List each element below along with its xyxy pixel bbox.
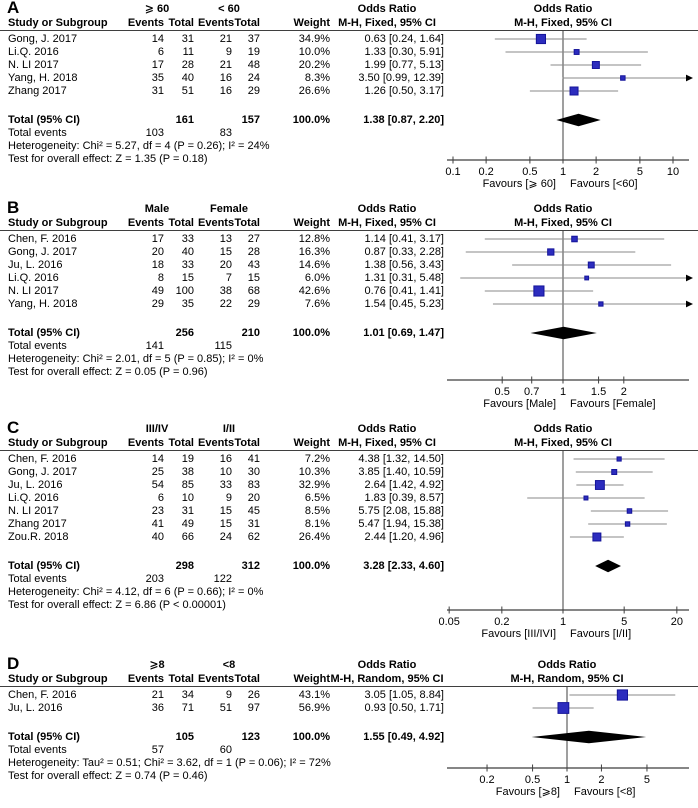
study-column-header: Study or Subgroup: [8, 673, 108, 685]
or-ci-text: 1.54 [0.45, 5.23]: [364, 298, 444, 310]
weight-column-header: Weight: [293, 437, 330, 449]
study-name: Li.Q. 2016: [8, 272, 59, 284]
axis-tick-label: 0.2: [478, 166, 494, 178]
group2-header: <8: [222, 659, 236, 671]
events-group2: 16: [219, 453, 232, 465]
axis-tick-label: 1: [559, 616, 567, 628]
events-group2: 10: [219, 466, 232, 478]
method-column-header: M-H, Fixed, 95% CI: [338, 17, 436, 29]
axis-tick-label: 0.5: [494, 386, 510, 398]
panel-b: [0, 200, 698, 420]
weight-value: 16.3%: [298, 246, 330, 258]
study-name: Ju, L. 2016: [8, 479, 63, 491]
right-arrow-icon: [686, 301, 693, 308]
total-group2: 62: [247, 531, 260, 543]
or-ci-text: 3.50 [0.99, 12.39]: [358, 72, 444, 84]
events-group2: 21: [219, 33, 232, 45]
total-group1: 28: [181, 59, 194, 71]
total-group1: 33: [181, 233, 194, 245]
total-events-group1: 141: [145, 340, 164, 352]
events-group2: 38: [219, 285, 232, 297]
group1-header: ⩾8: [149, 659, 165, 671]
effect-square: [625, 522, 629, 526]
events-group1: 31: [151, 85, 164, 97]
weight-value: 6.0%: [304, 272, 330, 284]
or-ci-text: 0.87 [0.33, 2.28]: [364, 246, 444, 258]
total-group2: 26: [247, 689, 260, 701]
panel-label: D: [7, 654, 20, 673]
pooled-diamond: [595, 560, 621, 572]
or-column-title: Odds Ratio: [357, 203, 417, 215]
total1-column-header: Total: [168, 673, 194, 685]
total-group1: 51: [181, 85, 194, 97]
or-ci-text: 5.47 [1.94, 15.38]: [358, 518, 444, 530]
total-weight: 100.0%: [292, 731, 330, 743]
heterogeneity-text: Heterogeneity: Chi² = 5.27, df = 4 (P = 0.26); I² = 24%: [8, 140, 270, 152]
or-ci-text: 1.38 [0.56, 3.43]: [364, 259, 444, 271]
total-group2-n: 210: [241, 327, 260, 339]
panel-label: B: [7, 198, 20, 217]
effect-square: [584, 496, 588, 500]
study-name: Zou.R. 2018: [8, 531, 69, 543]
total-ci-text: 1.55 [0.49, 4.92]: [363, 731, 444, 743]
total-ci-text: 1.01 [0.69, 1.47]: [363, 327, 444, 339]
study-name: N. LI 2017: [8, 505, 59, 517]
study-name: Zhang 2017: [8, 518, 67, 530]
total-group2: 97: [247, 702, 260, 714]
events-group1: 6: [157, 492, 164, 504]
or-ci-text: 0.93 [0.50, 1.71]: [364, 702, 444, 714]
total-weight: 100.0%: [292, 560, 330, 572]
weight-value: 10.3%: [298, 466, 330, 478]
axis-tick-label: 20: [670, 616, 683, 628]
group1-header: Male: [144, 203, 170, 215]
total-group2: 37: [247, 33, 260, 45]
panel-c: [0, 420, 698, 650]
axis-tick-label: 5: [636, 166, 643, 178]
total-events-group2: 83: [219, 127, 232, 139]
weight-value: 8.1%: [304, 518, 330, 530]
total-group2: 19: [247, 46, 260, 58]
effect-square: [536, 34, 545, 43]
total-group1-n: 298: [175, 560, 194, 572]
events-group2: 21: [219, 59, 232, 71]
effect-square: [534, 286, 544, 296]
total-group1: 11: [182, 46, 194, 58]
forest-plot: [446, 200, 698, 420]
forest-plot: [446, 656, 698, 808]
overall-effect-text: Test for overall effect: Z = 6.86 (P < 0.00001): [8, 599, 226, 611]
weight-value: 42.6%: [298, 285, 330, 297]
events-group2: 16: [219, 85, 232, 97]
weight-column-header: Weight: [293, 17, 330, 29]
favours-left-label: Favours [⩾8]: [495, 786, 560, 798]
method-column-header: M-H, Fixed, 95% CI: [338, 437, 436, 449]
effect-square: [621, 76, 625, 80]
total-label: Total (95% CI): [8, 114, 80, 126]
total-group2: 24: [247, 72, 260, 84]
or-column-title: Odds Ratio: [357, 3, 417, 15]
axis-tick-label: 0.1: [445, 166, 461, 178]
or-column-title: Odds Ratio: [357, 423, 417, 435]
events-group1: 41: [151, 518, 164, 530]
total-ci-text: 3.28 [2.33, 4.60]: [363, 560, 444, 572]
total-events-group2: 122: [213, 573, 232, 585]
events-group2: 9: [225, 689, 232, 701]
or-ci-text: 0.76 [0.41, 1.41]: [364, 285, 444, 297]
total-group1-n: 105: [175, 731, 194, 743]
favours-left-label: Favours [⩾ 60]: [482, 178, 556, 190]
events2-column-header: Events: [198, 217, 235, 229]
total-events-group2: 115: [214, 340, 232, 352]
axis-tick-label: 2: [598, 774, 605, 786]
total-label: Total (95% CI): [8, 731, 80, 743]
events1-column-header: Events: [127, 17, 164, 29]
plot-odds-ratio-title: Odds Ratio: [537, 659, 597, 671]
total-group1: 38: [181, 466, 194, 478]
study-column-header: Study or Subgroup: [8, 437, 108, 449]
events-group1: 54: [151, 479, 164, 491]
axis-tick-label: 0.2: [479, 774, 495, 786]
effect-square: [612, 470, 617, 475]
total-group2: 43: [247, 259, 260, 271]
or-ci-text: 1.14 [0.41, 3.17]: [364, 233, 444, 245]
study-name: N. LI 2017: [8, 285, 59, 297]
total1-column-header: Total: [168, 17, 194, 29]
total-group1: 66: [181, 531, 194, 543]
events-group1: 49: [151, 285, 164, 297]
effect-square: [627, 509, 632, 514]
total-group1: 10: [181, 492, 194, 504]
total-events-label: Total events: [8, 573, 67, 585]
axis-tick-label: 10: [666, 166, 680, 178]
events-group1: 14: [151, 33, 164, 45]
total-group1-n: 161: [175, 114, 194, 126]
total-group2: 29: [247, 298, 260, 310]
events-group1: 40: [151, 531, 164, 543]
panel-a: [0, 0, 698, 200]
effect-square: [572, 236, 578, 242]
effect-square: [617, 457, 621, 461]
events-group2: 15: [219, 518, 232, 530]
total-group2-n: 123: [241, 731, 260, 743]
total-weight: 100.0%: [292, 114, 330, 126]
weight-value: 26.6%: [298, 85, 330, 97]
total1-column-header: Total: [168, 217, 194, 229]
events-group1: 6: [157, 46, 164, 58]
total2-column-header: Total: [234, 437, 260, 449]
weight-value: 8.3%: [304, 72, 330, 84]
study-name: Li.Q. 2016: [8, 492, 59, 504]
or-ci-text: 2.64 [1.42, 4.92]: [364, 479, 444, 491]
total-group2: 31: [247, 518, 260, 530]
plot-odds-ratio-title: Odds Ratio: [533, 203, 593, 215]
overall-effect-text: Test for overall effect: Z = 0.05 (P = 0.96): [8, 366, 208, 378]
total1-column-header: Total: [168, 437, 194, 449]
favours-left-label: Favours [III/IVI]: [481, 628, 556, 640]
events-group1: 29: [151, 298, 164, 310]
total-events-group1: 203: [145, 573, 164, 585]
events-group2: 51: [219, 702, 232, 714]
total2-column-header: Total: [234, 673, 260, 685]
total-events-group1: 103: [145, 127, 164, 139]
study-name: Gong, J. 2017: [8, 33, 78, 45]
weight-value: 26.4%: [298, 531, 330, 543]
axis-tick-label: 0.05: [438, 616, 460, 628]
effect-square: [599, 302, 603, 306]
axis-tick-label: 0.2: [494, 616, 510, 628]
favours-right-label: Favours [Female]: [570, 398, 656, 410]
total-events-label: Total events: [8, 127, 67, 139]
total-events-group2: 60: [219, 744, 232, 756]
axis-tick-label: 1: [559, 386, 567, 398]
total-group2-n: 312: [241, 560, 260, 572]
total-ci-text: 1.38 [0.87, 2.20]: [363, 114, 444, 126]
or-ci-text: 3.85 [1.40, 10.59]: [358, 466, 444, 478]
events-group1: 21: [151, 689, 164, 701]
total-label: Total (95% CI): [8, 560, 80, 572]
plot-method-header: M-H, Fixed, 95% CI: [514, 217, 612, 229]
total-group1: 100: [175, 285, 194, 297]
overall-effect-text: Test for overall effect: Z = 1.35 (P = 0.18): [8, 153, 208, 165]
study-name: Chen, F. 2016: [8, 233, 77, 245]
weight-value: 12.8%: [298, 233, 330, 245]
events-group2: 33: [219, 479, 232, 491]
weight-value: 43.1%: [298, 689, 330, 701]
events-group1: 25: [151, 466, 164, 478]
events-group1: 35: [151, 72, 164, 84]
axis-tick-label: 1.5: [590, 386, 607, 398]
axis-tick-label: 1: [559, 166, 567, 178]
weight-column-header: Weight: [293, 217, 330, 229]
total-group1: 85: [181, 479, 194, 491]
plot-method-header: M-H, Fixed, 95% CI: [514, 437, 612, 449]
total-label: Total (95% CI): [8, 327, 80, 339]
total2-column-header: Total: [234, 217, 260, 229]
right-arrow-icon: [686, 75, 693, 82]
study-name: Ju, L. 2016: [8, 702, 63, 714]
or-ci-text: 1.26 [0.50, 3.17]: [364, 85, 444, 97]
total-group2: 48: [247, 59, 260, 71]
study-name: Gong, J. 2017: [8, 246, 78, 258]
events1-column-header: Events: [127, 217, 164, 229]
weight-column-header: Weight: [293, 673, 330, 685]
events-group1: 17: [151, 59, 164, 71]
effect-square: [574, 50, 579, 55]
events-group2: 15: [219, 246, 232, 258]
weight-value: 7.6%: [304, 298, 330, 310]
axis-tick-label: 2: [620, 386, 627, 398]
study-name: Zhang 2017: [8, 85, 67, 97]
total2-column-header: Total: [234, 17, 260, 29]
or-ci-text: 1.33 [0.30, 5.91]: [364, 46, 444, 58]
heterogeneity-text: Heterogeneity: Tau² = 0.51; Chi² = 3.62, df = 1 (P = 0.06); I² = 72%: [8, 757, 331, 769]
total-group1: 40: [181, 72, 194, 84]
total-group2: 29: [247, 85, 260, 97]
effect-square: [585, 276, 589, 280]
weight-value: 32.9%: [298, 479, 330, 491]
or-ci-text: 3.05 [1.05, 8.84]: [364, 689, 444, 701]
forest-plot: [446, 0, 698, 200]
pooled-diamond: [532, 731, 647, 743]
total-group1: 31: [181, 33, 194, 45]
total-group1: 31: [181, 505, 194, 517]
forest-plot: [438, 420, 698, 650]
total-events-group1: 57: [151, 744, 164, 756]
group1-header: III/IV: [145, 423, 169, 435]
effect-square: [570, 87, 578, 95]
effect-square: [595, 481, 604, 490]
events-group1: 18: [151, 259, 164, 271]
total-events-label: Total events: [8, 340, 67, 352]
plot-odds-ratio-title: Odds Ratio: [533, 3, 593, 15]
or-ci-text: 1.31 [0.31, 5.48]: [364, 272, 444, 284]
axis-tick-label: 0.5: [522, 166, 538, 178]
group1-header: ⩾ 60: [144, 3, 170, 15]
group2-header: Female: [210, 203, 248, 215]
or-ci-text: 4.38 [1.32, 14.50]: [358, 453, 444, 465]
heterogeneity-text: Heterogeneity: Chi² = 2.01, df = 5 (P = 0.85); I² = 0%: [8, 353, 264, 365]
total-weight: 100.0%: [292, 327, 330, 339]
effect-square: [592, 62, 599, 69]
events2-column-header: Events: [198, 437, 235, 449]
favours-left-label: Favours [Male]: [483, 398, 556, 410]
total-group1: 33: [181, 259, 194, 271]
weight-value: 34.9%: [298, 33, 330, 45]
events-group1: 36: [151, 702, 164, 714]
favours-right-label: Favours [<8]: [574, 786, 636, 798]
or-ci-text: 5.75 [2.08, 15.88]: [358, 505, 444, 517]
study-column-header: Study or Subgroup: [8, 217, 108, 229]
weight-value: 7.2%: [304, 453, 330, 465]
total-group1: 49: [181, 518, 194, 530]
study-name: Chen, F. 2016: [8, 453, 77, 465]
or-ci-text: 1.99 [0.77, 5.13]: [364, 59, 444, 71]
total-group1: 40: [181, 246, 194, 258]
study-name: Yang, H. 2018: [8, 298, 78, 310]
plot-method-header: M-H, Fixed, 95% CI: [514, 17, 612, 29]
plot-odds-ratio-title: Odds Ratio: [533, 423, 593, 435]
axis-tick-label: 5: [643, 774, 651, 786]
group2-header: I/II: [222, 423, 236, 435]
total-group2-n: 157: [241, 114, 260, 126]
or-column-title: Odds Ratio: [357, 659, 417, 671]
overall-effect-text: Test for overall effect: Z = 0.74 (P = 0.46): [8, 770, 208, 782]
events-group1: 23: [151, 505, 164, 517]
events-group2: 16: [219, 72, 232, 84]
events-group2: 13: [219, 233, 232, 245]
plot-method-header: M-H, Random, 95% CI: [510, 673, 624, 685]
or-ci-text: 0.63 [0.24, 1.64]: [364, 33, 444, 45]
weight-value: 20.2%: [298, 59, 330, 71]
study-column-header: Study or Subgroup: [8, 17, 108, 29]
total-group2: 20: [247, 492, 260, 504]
pooled-diamond: [530, 327, 596, 339]
group2-header: < 60: [218, 3, 240, 15]
panel-d: [0, 656, 698, 808]
total-group2: 41: [247, 453, 260, 465]
weight-value: 10.0%: [298, 46, 330, 58]
total-group1: 15: [181, 272, 194, 284]
events-group2: 20: [219, 259, 232, 271]
study-name: N. LI 2017: [8, 59, 59, 71]
total-group1: 35: [181, 298, 194, 310]
events2-column-header: Events: [198, 17, 235, 29]
effect-square: [588, 262, 594, 268]
events-group2: 22: [219, 298, 232, 310]
or-ci-text: 2.44 [1.20, 4.96]: [364, 531, 444, 543]
study-name: Gong, J. 2017: [8, 466, 78, 478]
effect-square: [558, 703, 569, 714]
total-group2: 28: [247, 246, 260, 258]
method-column-header: M-H, Fixed, 95% CI: [338, 217, 436, 229]
events1-column-header: Events: [127, 673, 164, 685]
total-group2: 27: [247, 233, 260, 245]
total-group2: 83: [247, 479, 260, 491]
axis-tick-label: 2: [593, 166, 600, 178]
heterogeneity-text: Heterogeneity: Chi² = 4.12, df = 6 (P = 0.66); I² = 0%: [8, 586, 264, 598]
total-group1-n: 256: [175, 327, 194, 339]
method-column-header: M-H, Random, 95% CI: [330, 673, 444, 685]
axis-tick-label: 1: [563, 774, 571, 786]
effect-square: [548, 249, 554, 255]
total-events-label: Total events: [8, 744, 67, 756]
total-group1: 34: [181, 689, 194, 701]
or-ci-text: 1.83 [0.39, 8.57]: [364, 492, 444, 504]
events-group1: 20: [151, 246, 164, 258]
favours-right-label: Favours [<60]: [570, 178, 638, 190]
events-group2: 9: [225, 46, 232, 58]
events-group2: 24: [219, 531, 232, 543]
events1-column-header: Events: [127, 437, 164, 449]
study-name: Li.Q. 2016: [8, 46, 59, 58]
total-group1: 19: [181, 453, 194, 465]
total-group2: 68: [247, 285, 260, 297]
events-group1: 8: [157, 272, 164, 284]
panel-label: C: [7, 418, 20, 437]
events-group1: 17: [151, 233, 164, 245]
events-group1: 14: [151, 453, 164, 465]
axis-tick-label: 0.5: [524, 774, 541, 786]
study-name: Ju, L. 2016: [8, 259, 63, 271]
weight-value: 8.5%: [304, 505, 330, 517]
events-group2: 7: [225, 272, 232, 284]
total-group2: 15: [247, 272, 260, 284]
total-group2: 30: [247, 466, 260, 478]
right-arrow-icon: [686, 275, 693, 282]
total-group1: 71: [181, 702, 194, 714]
study-name: Chen, F. 2016: [8, 689, 77, 701]
favours-right-label: Favours [I/II]: [570, 628, 632, 640]
total-group2: 45: [247, 505, 260, 517]
weight-value: 6.5%: [304, 492, 330, 504]
study-name: Yang, H. 2018: [8, 72, 78, 84]
events-group2: 15: [219, 505, 232, 517]
weight-value: 14.6%: [298, 259, 330, 271]
axis-tick-label: 5: [621, 616, 628, 628]
axis-tick-label: 0.7: [524, 386, 540, 398]
events-group2: 9: [225, 492, 232, 504]
effect-square: [593, 533, 601, 541]
effect-square: [617, 690, 627, 700]
panel-label: A: [7, 0, 20, 17]
events2-column-header: Events: [198, 673, 235, 685]
weight-value: 56.9%: [298, 702, 330, 714]
